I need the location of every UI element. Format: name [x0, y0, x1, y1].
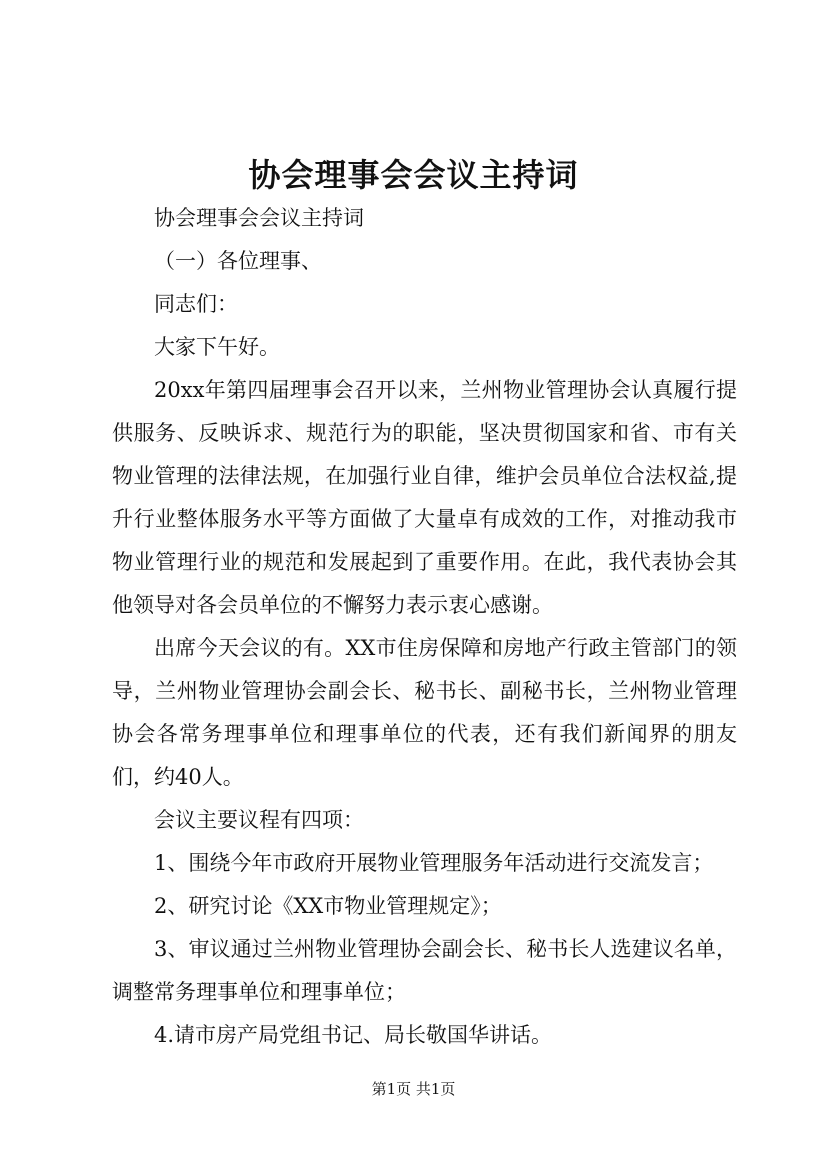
paragraph-agenda-item-1: 1、围绕今年市政府开展物业管理服务年活动进行交流发言； [154, 851, 714, 875]
paragraph-greeting: 大家下午好。 [154, 335, 280, 359]
document-body [112, 197, 737, 1057]
paragraph-review: 20xx年第四届理事会召开以来，兰州物业管理协会认真履行提供服务、反映诉求、规范行为的职能，坚决贯彻国家和省、市有关物业管理的法律法规，在加强行业自律，维护会员单位合法权益,提升行业整体服务水平等方面做了大量卓有成效的工作，对推动我市物业管理行业的规范和发展起到了重要作用。在此，我代表协会其他领导对各会员单位的不懈努力表示衷心感谢。 [112, 378, 737, 617]
paragraph-agenda-item-4: 4.请市房产局党组书记、局长敬国华讲话。 [154, 1023, 553, 1047]
paragraph-agenda-intro: 会议主要议程有四项： [154, 808, 364, 832]
paragraph-agenda-item-3: 3、审议通过兰州物业管理协会副会长、秘书长人选建议名单，调整常务理事单位和理事单位； [112, 937, 737, 1004]
page-footer: 第1页 共1页 [371, 1080, 456, 1098]
paragraph-salutation-2: 同志们： [154, 292, 238, 316]
paragraph-subtitle: 协会理事会会议主持词 [154, 206, 364, 230]
document-title: 协会理事会会议主持词 [248, 156, 579, 194]
paragraph-attendees: 出席今天会议的有。XX市住房保障和房地产行政主管部门的领导，兰州物业管理协会副会长、秘书长、副秘书长，兰州物业管理协会各常务理事单位和理事单位的代表，还有我们新闻界的朋友们，约40人。 [112, 636, 737, 789]
paragraph-salutation-1: （一）各位理事、 [154, 249, 322, 273]
paragraph-agenda-item-2: 2、研究讨论《XX市物业管理规定》； [154, 894, 502, 918]
